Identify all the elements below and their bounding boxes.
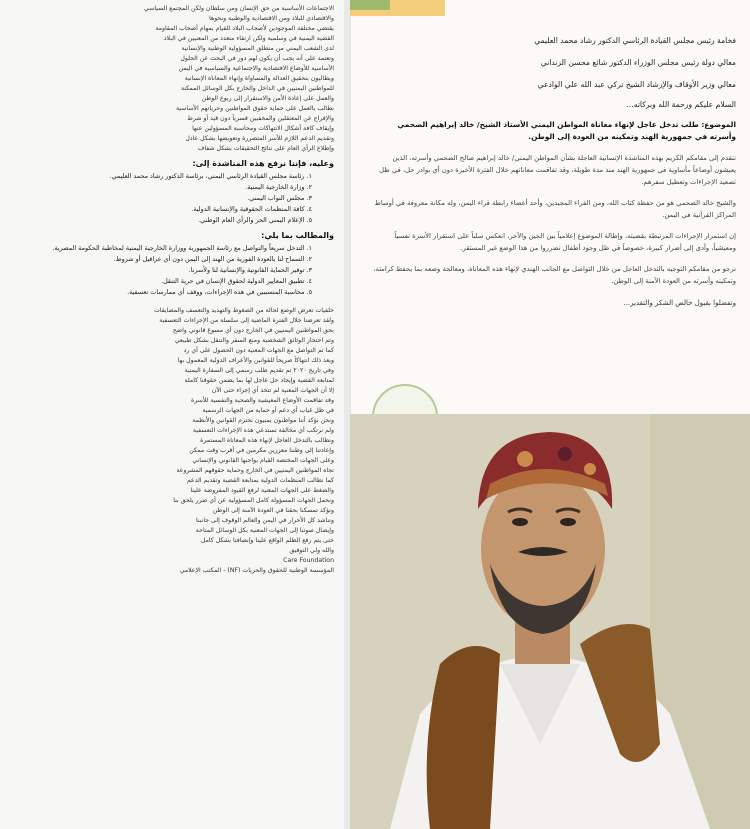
right-eye [560, 518, 576, 526]
statement-bottom-line-1: خلفيات تعرض الوضع لحالة من الضغوط والتهديد والتعسف والمضايقات [153, 307, 334, 314]
letter-paragraph-1: نتقدم إلى مقامكم الكريم بهذه المناشدة الإنسانية العاجلة بشأن المواطن اليمني/ خالد إبراهيم صالح الضحمي وأسرته، الذين يعيشون أوضاعاً مأساوية في جمهورية الهند منذ مدة طويلة، وقد تفاقمت معاناتهم خلال الفترة الأخيرة دون أي بوادر حل، في ظل تصعيد الإجراءات وتعطيل سفرهم. [379, 154, 736, 186]
demands-heading: والمطالب بما يلي: [261, 231, 334, 240]
addressee-item-5: ٥. الإعلام اليمني الحر والرأي العام الوطني. [198, 216, 312, 224]
demand-item-5: ٥. محاسبة المتسببين في هذه الإجراءات، ووقف أي ممارسات تعسفية. [127, 288, 312, 296]
statement-line-5: لدى الشعب اليمني من منطلق المسؤولية الوطنية والإنسانية [181, 45, 334, 52]
statement-body-bottom [6, 306, 334, 576]
letter-paragraph-3: إن استمرار الإجراءات المرتبطة بقضيته، وإطالة الموضوع إعلامياً بين الحين والآخر، انعكس سلباً على استقرار الأسرة نفسياً ومعيشياً، وأدى إلى أضرار كبيرة، خصوصاً في ظل وجود أطفال تضرروا من هذا الوضع غير المستقر. [394, 232, 736, 252]
statement-bottom-line-6: ويعد ذلك انتهاكاً صريحاً للقوانين والأعراف الدولية المعمول بها [177, 357, 334, 364]
portrait-illustration [350, 414, 750, 829]
statement-bottom-line-14: ونطالب بالتدخل العاجل لإنهاء هذه المعاناة المستمرة [200, 437, 334, 444]
addressee-item-3: ٣. مجلس النواب اليمني. [247, 194, 312, 202]
statement-bottom-line-2: ولقد تعرضنا خلال الفترة الماضية إلى سلسلة من الإجراءات التعسفية [159, 317, 334, 324]
letter-paragraph-2: والشيخ خالد الضحمي هو من حفظة كتاب الله، ومن القراء المجيدين، وأحد أعضاء رابطة قراء اليمن، وله مكانة معروفة في أوساط المراكز القرآنية في اليمن. [374, 199, 736, 219]
statement-bottom-line-26: Care Foundation [283, 557, 334, 564]
statement-bottom-line-27: المؤسسة الوطنية للحقوق والحريات (NF) - المكتب الإعلامي [179, 567, 334, 574]
statement-bottom-line-8: لمتابعة القضية وإيجاد حل عاجل لها بما يضمن حقوقنا كاملة [184, 377, 334, 384]
addressees-list [6, 171, 334, 226]
addressees-heading: وعليه، فإننا نرفع هذه المناشدة إلى: [192, 159, 334, 168]
letter-addressee-2: معالي دولة رئيس مجلس الوزراء الدكتور شائع محسن الزنداني [540, 58, 736, 67]
portrait-photo [350, 414, 750, 829]
addressee-item-2: ٢. وزارة الخارجية اليمنية. [245, 183, 312, 191]
statement-body-top [6, 4, 334, 154]
statement-bottom-line-10: وقد تفاقمت الأوضاع المعيشية والصحية والنفسية للأسرة [191, 397, 334, 404]
demands-list [6, 243, 334, 298]
statement-bottom-line-24: حتى يتم رفع الظلم الواقع علينا وإنصافنا بشكل كامل [200, 537, 334, 544]
statement-line-12: والإفراج عن المعتقلين والمخفيين قسرياً دون قيد أو شرط [187, 115, 334, 122]
statement-line-4: القضية اليمنية في وسلمية ولكن ارتقاء متعدد من المعنيين في البلاد [163, 35, 334, 42]
demand-item-4: ٤. تطبيق المعايير الدولية لحقوق الإنسان في حرية التنقل. [161, 277, 312, 285]
statement-bottom-line-13: ولم نرتكب أي مخالفة تستدعي هذه الإجراءات التعسفية [192, 427, 334, 434]
addressee-item-1: ١. رئاسة مجلس القيادة الرئاسي اليمني، برئاسة الدكتور رشاد محمد العليمي. [109, 172, 312, 180]
statement-bottom-line-18: كما نطالب المنظمات الدولية بمتابعة القضية وتقديم الدعم [186, 477, 334, 484]
statement-document [0, 0, 344, 829]
demand-item-1: ١. التدخل سريعاً والتواصل مع رئاسة الجمهورية ووزارة الخارجية اليمنية لمخاطبة الحكومة المصرية. [52, 244, 312, 252]
statement-line-1: الاجتماعات الأساسية من حق الإنسان ومن سلطان ولكن المجتمع السياسي [143, 5, 334, 12]
statement-bottom-line-16: وعلى الجهات المختصة القيام بواجبها القانوني والإنساني [192, 457, 334, 464]
statement-bottom-line-22: ونناشد كل الأحرار في اليمن والعالم الوقوف إلى جانبنا [196, 517, 334, 524]
statement-bottom-line-15: وإعادتنا إلى وطننا معززين مكرمين في أقرب وقت ممكن [189, 447, 334, 454]
letterhead-stripe-accent [350, 0, 390, 10]
addressee-item-4: ٤. كافة المنظمات الحقوقية والإنسانية الدولية. [191, 205, 312, 213]
letter-greeting: السلام عليكم ورحمة الله وبركاته... [626, 100, 736, 109]
statement-bottom-line-21: ونؤكد تمسكنا بحقنا في العودة الآمنة إلى الوطن [212, 507, 334, 514]
statement-line-3: يقتضي مختلفة الموجودين لأصحاب البلاد للقيام بمهام أصحاب المقاومة [155, 25, 334, 32]
statement-bottom-line-3: بحق المواطنين اليمنيين في الخارج دون أي مسوغ قانوني واضح [172, 327, 334, 334]
official-letter [350, 0, 750, 414]
turban-pattern-dot-3 [584, 463, 596, 475]
statement-line-7: الأساسية للأوضاع الاقتصادية والاجتماعية والسياسية في اليمن [178, 65, 334, 72]
statement-line-6: وتعتمد على أنه يجب أن يكون لهم دور في البحث عن الحلول [180, 55, 334, 62]
statement-line-11: نطالب بالعمل على حماية حقوق المواطنين وحرياتهم الأساسية [175, 105, 334, 112]
statement-line-8: ويطالبون بتحقيق العدالة والمساواة وإنهاء المعاناة الإنسانية [184, 75, 334, 82]
letter-closing: وتفضلوا بقبول خالص الشكر والتقدير... [623, 299, 736, 307]
statement-line-10: والعمل على إعادة الأمن والاستقرار إلى ربوع الوطن [201, 95, 334, 102]
statement-bottom-line-19: والضغط على الجهات المعنية لرفع القيود المفروضة علينا [190, 487, 334, 494]
letter-addressee-3: معالي وزير الأوقاف والإرشاد الشيخ تركي عبد الله علي الوادعي [537, 80, 736, 89]
statement-bottom-line-12: ونحن نؤكد أننا مواطنون يمنيون نحترم القوانين والأنظمة [192, 417, 334, 424]
letter-addressee-1: فخامة رئيس مجلس القيادة الرئاسي الدكتور رشاد محمد العليمي [534, 36, 736, 45]
demand-item-2: ٢. السماح لنا بالعودة الفورية من الهند إلى اليمن دون أي عراقيل أو شروط. [113, 255, 312, 263]
statement-line-13: وإيقاف كافة أشكال الانتهاكات ومحاسبة المسؤولين عنها [192, 125, 334, 132]
statement-line-9: للمواطنين اليمنيين في الداخل والخارج بكل الوسائل الممكنة [180, 85, 334, 92]
statement-bottom-line-25: والله ولي التوفيق [289, 547, 334, 554]
statement-bottom-line-4: وتم احتجاز الوثائق الشخصية ومنع السفر والتنقل بشكل طبيعي [174, 337, 334, 344]
letter-subject: الموضوع: طلب تدخل عاجل لإنهاء معاناة المواطن اليمني الأستاذ الشيخ/ خالد إبراهيم الضحمي وأسرته في جمهورية الهند وتمكينه من العودة إلى الوطن. [397, 120, 736, 141]
statement-line-2: والاقتصادي للبلاد ومن الاقتصادية والوطنية ونحوها [209, 15, 334, 22]
statement-bottom-line-5: كما تم التواصل مع الجهات المعنية دون الحصول على أي رد [183, 347, 334, 354]
turban-pattern-dot-2 [558, 447, 572, 461]
statement-line-14: وتقديم الدعم اللازم للأسر المتضررة وتعويضها بشكل عادل [185, 135, 334, 142]
statement-bottom-line-23: وإيصال صوتنا إلى الجهات المعنية بكل الوسائل المتاحة [195, 527, 334, 534]
letter-paragraph-4: نرجو من مقامكم التوجيه بالتدخل العاجل من خلال التواصل مع الجانب الهندي لإنهاء هذه المعاناة، ومعالجة وضعه بما يحفظ كرامته، وتمكينه وأسرته من العودة الآمنة إلى الوطن. [373, 265, 736, 285]
statement-bottom-line-20: ونحمل الجهات المسؤولة كامل المسؤولية عن أي ضرر يلحق بنا [173, 497, 334, 504]
left-eye [512, 518, 528, 526]
statement-bottom-line-17: تجاه المواطنين اليمنيين في الخارج وحماية حقوقهم المشروعة [176, 467, 334, 474]
statement-bottom-line-9: إلا أن الجهات المعنية لم تتخذ أي إجراء حتى الآن [211, 387, 334, 394]
statement-bottom-line-11: في ظل غياب أي دعم أو حماية من الجهات الرسمية [202, 407, 334, 414]
turban-pattern-dot-1 [517, 451, 533, 467]
statement-bottom-line-7: وفي تاريخ ٢٠٢٠ تم تقديم طلب رسمي إلى السفارة اليمنية [184, 367, 334, 374]
statement-line-15: وإطلاع الرأي العام على نتائج التحقيقات بشكل شفاف [197, 145, 334, 152]
demand-item-3: ٣. توفير الحماية القانونية والإنسانية لنا ولأسرنا. [188, 266, 312, 274]
